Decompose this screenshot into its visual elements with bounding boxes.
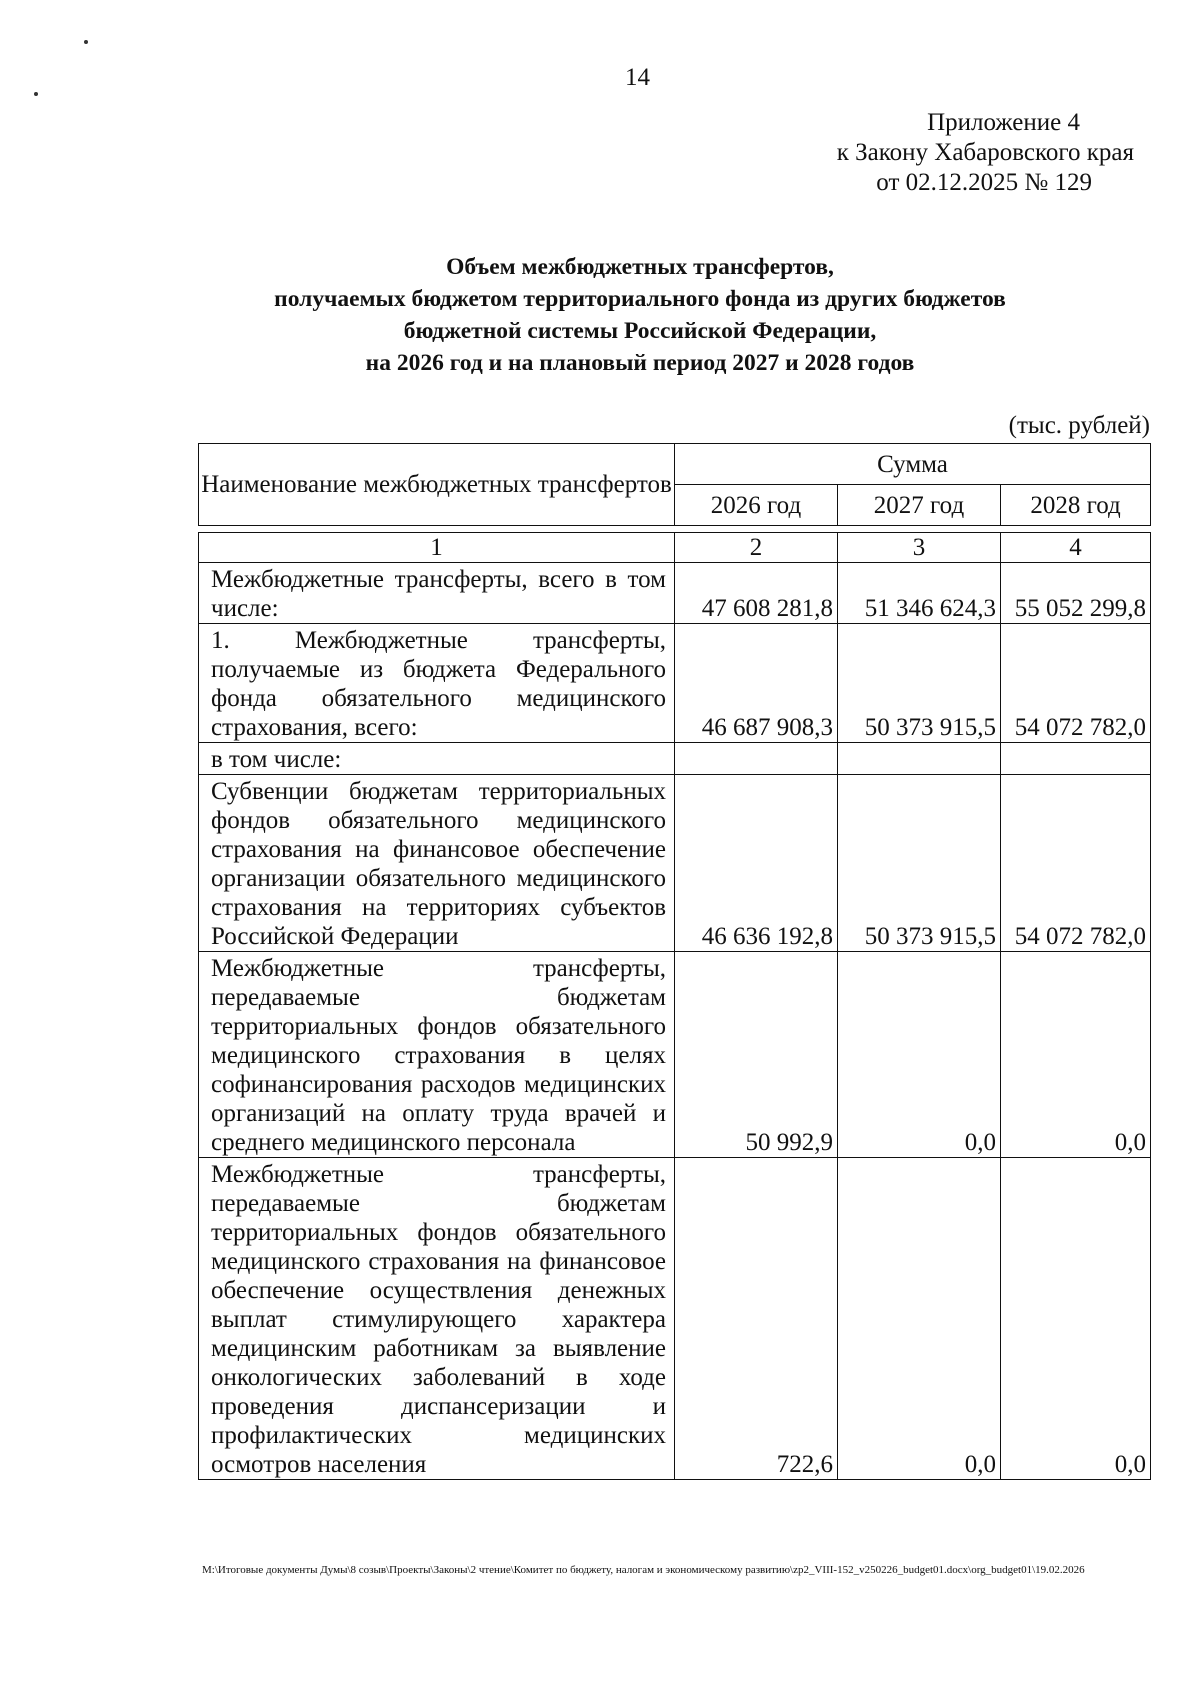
column-number: 4 xyxy=(1001,533,1151,563)
appendix-line-3: от 02.12.2025 № 129 xyxy=(876,169,1092,196)
row-value-2027: 50 373 915,5 xyxy=(838,624,1001,743)
row-value-2027: 0,0 xyxy=(838,952,1001,1158)
file-path-footer: M:\Итоговые документы Думы\8 созыв\Проекты\Законы\2 чтение\Комитет по бюджету, налогам и экономическому развитию\zp2_VIII-152_v250226_budget01.docx\org_budget01\19.02.2026 xyxy=(202,1564,1085,1576)
row-value-2026 xyxy=(675,743,838,775)
appendix-line-2: к Закону Хабаровского края xyxy=(836,139,1134,166)
row-value-2026: 50 992,9 xyxy=(675,952,838,1158)
page-number: 14 xyxy=(625,64,650,91)
budget-table-container xyxy=(198,443,1150,1480)
appendix-reference xyxy=(837,108,1134,198)
column-number: 3 xyxy=(838,533,1001,563)
table-separator xyxy=(199,526,1151,533)
title-line-1: Объем межбюджетных трансфертов, xyxy=(446,254,834,280)
row-name: 1. Межбюджетные трансферты, получаемые из бюджета Федерального фонда обязательного медицинского страхования, всего: xyxy=(199,624,675,743)
row-value-2028: 55 052 299,8 xyxy=(1001,563,1151,624)
budget-table xyxy=(198,443,1151,1480)
appendix-line-1: Приложение 4 xyxy=(927,109,1080,136)
scan-dot xyxy=(84,40,88,44)
row-value-2027: 51 346 624,3 xyxy=(838,563,1001,624)
row-value-2026: 47 608 281,8 xyxy=(675,563,838,624)
row-value-2028: 0,0 xyxy=(1001,1158,1151,1480)
scan-dot xyxy=(34,92,38,96)
header-year-2028: 2028 год xyxy=(1001,485,1151,526)
document-title xyxy=(200,251,1080,379)
row-name: в том числе: xyxy=(199,743,675,775)
row-value-2026: 46 636 192,8 xyxy=(675,775,838,952)
header-year-2027: 2027 год xyxy=(838,485,1001,526)
title-line-3: бюджетной системы Российской Федерации, xyxy=(403,318,877,344)
header-year-2026: 2026 год xyxy=(675,485,838,526)
row-name: Субвенции бюджетам территориальных фондов обязательного медицинского страхования на финансовое обеспечение организации обязательного медицинского страхования на территориях субъектов Российской Федерации xyxy=(199,775,675,952)
row-value-2027: 50 373 915,5 xyxy=(838,775,1001,952)
table-row xyxy=(199,624,1151,743)
title-line-4: на 2026 год и на плановый период 2027 и 2028 годов xyxy=(365,350,915,376)
row-name: Межбюджетные трансферты, передаваемые бюджетам территориальных фондов обязательного медицинского страхования на финансовое обеспечение осуществления денежных выплат стимулирующего характера медицинским работникам за выявление онкологических заболеваний в ходе проведения диспансеризации и профилактических медицинских осмотров населения xyxy=(199,1158,675,1480)
table-row xyxy=(199,775,1151,952)
row-name: Межбюджетные трансферты, всего в том числе: xyxy=(199,563,675,624)
row-value-2026: 46 687 908,3 xyxy=(675,624,838,743)
row-name: Межбюджетные трансферты, передаваемые бюджетам территориальных фондов обязательного медицинского страхования в целях софинансирования расходов медицинских организаций на оплату труда врачей и среднего медицинского персонала xyxy=(199,952,675,1158)
row-value-2026: 722,6 xyxy=(675,1158,838,1480)
header-name-cell: Наименование межбюджетных трансфертов xyxy=(199,444,675,526)
title-line-2: получаемых бюджетом территориального фонда из других бюджетов xyxy=(274,286,1006,312)
column-number: 2 xyxy=(675,533,838,563)
row-value-2027 xyxy=(838,743,1001,775)
table-row xyxy=(199,743,1151,775)
header-sum-cell: Сумма xyxy=(675,444,1151,485)
table-row xyxy=(199,952,1151,1158)
column-numbers-row xyxy=(199,533,1151,563)
row-value-2028: 54 072 782,0 xyxy=(1001,775,1151,952)
units-label: (тыс. рублей) xyxy=(1008,412,1150,439)
row-value-2028 xyxy=(1001,743,1151,775)
row-value-2028: 0,0 xyxy=(1001,952,1151,1158)
table-row xyxy=(199,563,1151,624)
row-value-2028: 54 072 782,0 xyxy=(1001,624,1151,743)
column-number: 1 xyxy=(199,533,675,563)
table-row xyxy=(199,1158,1151,1480)
row-value-2027: 0,0 xyxy=(838,1158,1001,1480)
table-header-row xyxy=(199,444,1151,485)
